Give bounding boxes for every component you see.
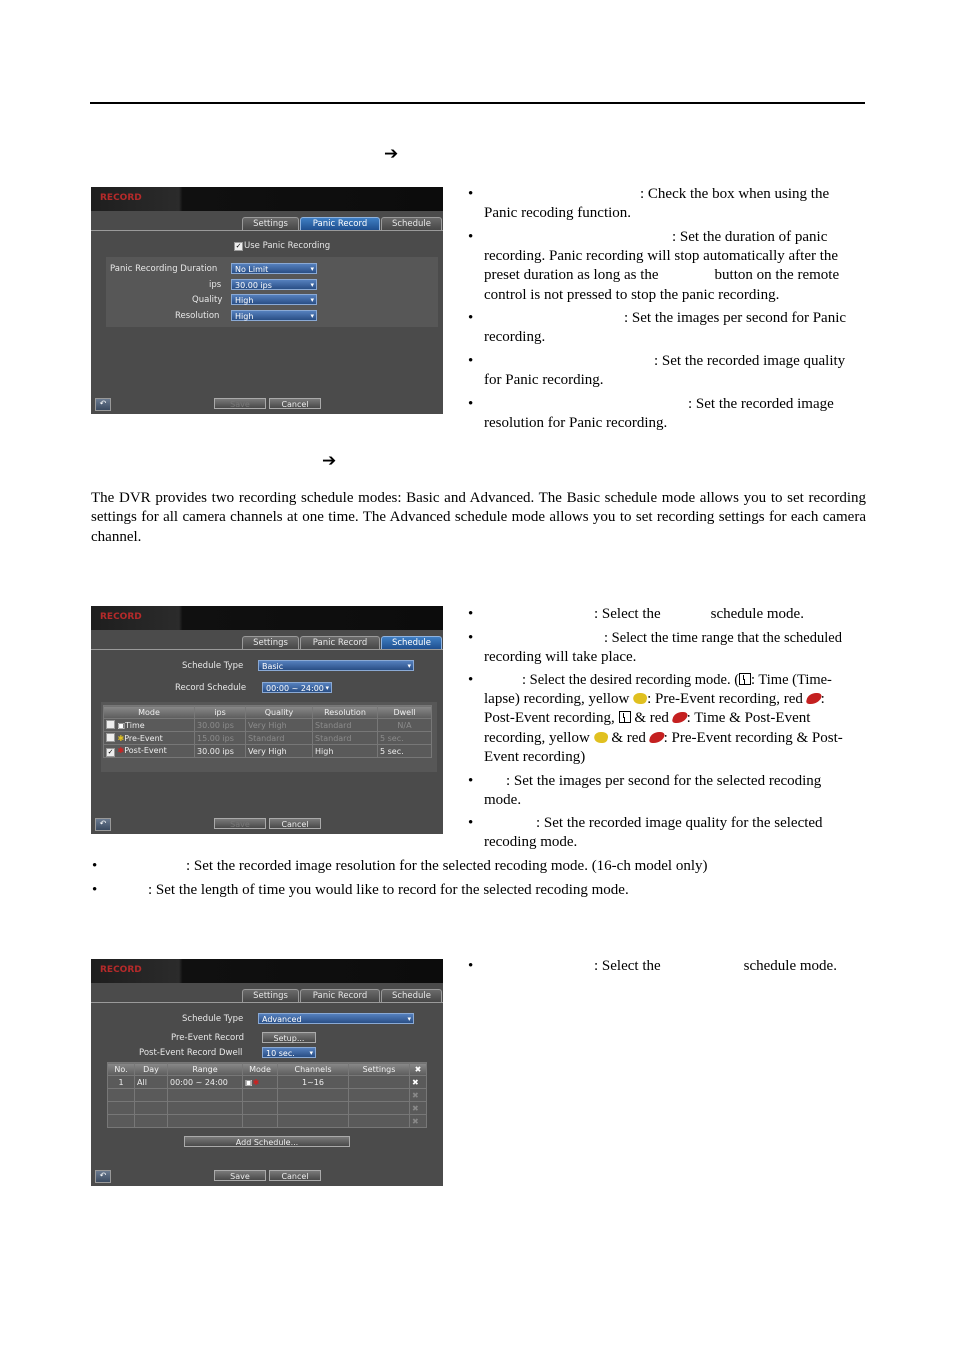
advanced-schedule-table bbox=[107, 1062, 427, 1128]
save-button[interactable]: Save bbox=[214, 398, 266, 409]
dwell-cell[interactable]: N/A bbox=[378, 719, 432, 732]
bullet-quality-basic: • : Set the recorded image quality for the selected recoding mode. bbox=[468, 815, 823, 851]
back-icon[interactable]: ↶ bbox=[95, 818, 111, 831]
no-cell: 1 bbox=[108, 1076, 135, 1089]
record-schedule-label: Record Schedule bbox=[175, 683, 247, 693]
quality-cell[interactable]: Very High bbox=[246, 745, 313, 758]
tab-schedule[interactable]: Schedule bbox=[381, 636, 442, 649]
quality-label: Quality bbox=[192, 295, 223, 305]
col-resolution: Resolution bbox=[313, 706, 378, 719]
mode-cell[interactable] bbox=[243, 1076, 278, 1089]
mode-cell[interactable]: ▣Time bbox=[104, 719, 195, 732]
tab-settings[interactable]: Settings bbox=[242, 217, 299, 230]
pre-event-setup-button[interactable]: Setup... bbox=[262, 1032, 316, 1043]
time-mode-icon: ▣ bbox=[245, 1077, 253, 1087]
title-bar bbox=[91, 187, 443, 211]
pre-event-label: Pre-Event Record bbox=[171, 1033, 245, 1043]
settings-cell[interactable] bbox=[349, 1076, 410, 1089]
table-row bbox=[108, 1102, 427, 1115]
day-cell[interactable]: All bbox=[135, 1076, 168, 1089]
mode-cell[interactable]: ✓ ✱Post-Event bbox=[104, 745, 195, 758]
quality-cell[interactable]: Standard bbox=[246, 732, 313, 745]
table-row[interactable] bbox=[104, 732, 432, 745]
post-event-label: Post-Event Record Dwell bbox=[139, 1048, 243, 1058]
bullet-quality: • : Set the recorded image quality for Panic recording. bbox=[468, 353, 846, 389]
bullet-schedule-type-advanced: • : Select the schedule mode. bbox=[468, 958, 837, 974]
resolution-cell[interactable]: Standard bbox=[313, 732, 378, 745]
post-event-icon bbox=[805, 693, 822, 704]
cancel-button[interactable]: Cancel bbox=[269, 818, 321, 829]
delete-row-icon: ✖ bbox=[412, 1103, 419, 1113]
title-bar bbox=[91, 606, 443, 630]
resolution-select[interactable]: High ▾ bbox=[231, 310, 317, 321]
title-bar bbox=[91, 959, 443, 983]
cancel-button[interactable]: Cancel bbox=[269, 398, 321, 409]
channels-cell[interactable]: 1~16 bbox=[278, 1076, 349, 1089]
tab-panic-record[interactable]: Panic Record bbox=[300, 989, 380, 1002]
save-button[interactable]: Save bbox=[214, 818, 266, 829]
dwell-cell[interactable]: 5 sec. bbox=[378, 745, 432, 758]
use-panic-label: Use Panic Recording bbox=[244, 241, 331, 251]
col-mode: Mode bbox=[104, 706, 195, 719]
tab-schedule[interactable]: Schedule bbox=[381, 989, 442, 1002]
bullet-ips: • : Set the images per second for Panic recording. bbox=[468, 310, 847, 346]
time-mode-icon: ▣ bbox=[117, 721, 126, 730]
ips-label: ips bbox=[209, 280, 222, 290]
mode-checkbox[interactable] bbox=[106, 720, 115, 729]
post-event-select[interactable]: 10 sec. ▾ bbox=[262, 1047, 316, 1058]
window-title: RECORD bbox=[100, 193, 142, 203]
delete-row-icon[interactable]: ✖ bbox=[410, 1076, 427, 1089]
resolution-cell[interactable]: Standard bbox=[313, 719, 378, 732]
bullet-mode: • : Select the desired recording mode. ( : Time (Time- lapse) recording, yellow : Pre-Event recording, red : Post-Event recording, & red : Time & Post-Event recording, yellow & red : Pre-Event recording & Post- Event recording) bbox=[468, 672, 843, 765]
schedule-type-label: Schedule Type bbox=[182, 1014, 244, 1024]
ips-cell[interactable]: 30.00 ips bbox=[195, 745, 246, 758]
record-schedule-select[interactable]: 00:00 ~ 24:00 ▾ bbox=[262, 682, 332, 693]
bullet-record-schedule: • : Select the time range that the scheduled recording will take place. bbox=[468, 630, 842, 666]
pre-event-icon: ✱ bbox=[117, 734, 125, 743]
bullet-resolution: • : Set the recorded image resolution for Panic recording. bbox=[468, 396, 834, 432]
schedule-type-select[interactable]: Advanced ▾ bbox=[258, 1013, 414, 1024]
mode-checkbox-checked[interactable]: ✓ bbox=[107, 747, 114, 756]
basic-mode-table bbox=[103, 705, 432, 758]
bullet-ips-basic: • : Set the images per second for the selected recoding mode. bbox=[468, 773, 822, 809]
col-channels: Channels bbox=[278, 1063, 349, 1076]
arrow-icon: ➔ bbox=[384, 144, 399, 164]
bullet-use-panic: • : Check the box when using the Panic recoding function. bbox=[468, 186, 830, 222]
bullet-schedule-type-basic: • : Select the schedule mode. bbox=[468, 606, 804, 622]
table-row[interactable] bbox=[108, 1076, 427, 1089]
table-row bbox=[108, 1115, 427, 1128]
pre-event-icon bbox=[592, 732, 609, 743]
tab-panic-record[interactable]: Panic Record bbox=[300, 217, 380, 230]
time-mode-icon bbox=[619, 711, 631, 723]
col-range: Range bbox=[168, 1063, 243, 1076]
col-no: No. bbox=[108, 1063, 135, 1076]
quality-cell[interactable]: Very High bbox=[246, 719, 313, 732]
delete-all-icon[interactable]: ✖ bbox=[410, 1063, 427, 1076]
use-panic-checkbox[interactable]: ✓ bbox=[235, 242, 242, 250]
schedule-type-label: Schedule Type bbox=[182, 661, 244, 671]
col-settings: Settings bbox=[349, 1063, 410, 1076]
advanced-schedule-screenshot bbox=[91, 959, 443, 1186]
post-event-icon bbox=[648, 732, 665, 743]
dwell-cell[interactable]: 5 sec. bbox=[378, 732, 432, 745]
window-title: RECORD bbox=[100, 965, 142, 975]
basic-schedule-screenshot bbox=[91, 606, 443, 834]
mode-cell[interactable]: ✱Pre-Event bbox=[104, 732, 195, 745]
cancel-button[interactable]: Cancel bbox=[269, 1170, 321, 1181]
table-row bbox=[108, 1089, 427, 1102]
schedule-type-select[interactable]: Basic ▾ bbox=[258, 660, 414, 671]
post-event-icon bbox=[671, 712, 688, 723]
post-event-icon: ✱ bbox=[117, 745, 125, 755]
panic-record-screenshot bbox=[91, 187, 443, 414]
col-day: Day bbox=[135, 1063, 168, 1076]
resolution-cell[interactable]: High bbox=[313, 745, 378, 758]
save-button[interactable]: Save bbox=[214, 1170, 266, 1181]
col-mode: Mode bbox=[243, 1063, 278, 1076]
col-quality: Quality bbox=[246, 706, 313, 719]
table-row[interactable] bbox=[104, 745, 432, 758]
tab-schedule[interactable]: Schedule bbox=[381, 217, 442, 230]
ips-cell[interactable]: 15.00 ips bbox=[195, 732, 246, 745]
duration-select[interactable]: No Limit ▾ bbox=[231, 263, 317, 274]
quality-select[interactable]: High ▾ bbox=[231, 294, 317, 305]
delete-row-icon: ✖ bbox=[412, 1116, 419, 1126]
ips-select[interactable]: 30.00 ips ▾ bbox=[231, 279, 317, 290]
col-ips: ips bbox=[195, 706, 246, 719]
delete-row-icon: ✖ bbox=[412, 1090, 419, 1100]
back-icon[interactable]: ↶ bbox=[95, 398, 111, 411]
tab-settings[interactable]: Settings bbox=[242, 636, 299, 649]
schedule-description: The DVR provides two recording schedule modes: Basic and Advanced. The Basic schedule mode allows you to set recording settings for all camera channels at one time. The Advanced schedule mode allows you to set recording settings for each camera channel. bbox=[91, 490, 866, 545]
resolution-label: Resolution bbox=[175, 311, 220, 321]
duration-label: Panic Recording Duration bbox=[110, 264, 218, 274]
col-dwell: Dwell bbox=[378, 706, 432, 719]
tab-panic-record[interactable]: Panic Record bbox=[300, 636, 380, 649]
header-rule bbox=[90, 102, 865, 104]
ips-cell[interactable]: 30.00 ips bbox=[195, 719, 246, 732]
tab-settings[interactable]: Settings bbox=[242, 989, 299, 1002]
bullet-dwell-basic: • : Set the length of time you would like to record for the selected recoding mode. bbox=[92, 882, 629, 898]
time-mode-icon bbox=[739, 673, 751, 685]
bullet-resolution-basic: • : Set the recorded image resolution for the selected recoding mode. (16-ch model only) bbox=[92, 858, 708, 874]
window-title: RECORD bbox=[100, 612, 142, 622]
arrow-icon: ➔ bbox=[322, 451, 337, 471]
bullet-duration: • : Set the duration of panic recording. Panic recording will stop automatically after the preset duration as long as the button on the remote control is not pressed to stop the panic recording. bbox=[468, 229, 840, 303]
table-row[interactable] bbox=[104, 719, 432, 732]
back-icon[interactable]: ↶ bbox=[95, 1170, 111, 1183]
mode-checkbox[interactable] bbox=[106, 733, 115, 742]
range-cell[interactable]: 00:00 ~ 24:00 bbox=[168, 1076, 243, 1089]
post-event-icon: ✱ bbox=[252, 1077, 260, 1087]
add-schedule-button[interactable]: Add Schedule... bbox=[184, 1136, 350, 1147]
